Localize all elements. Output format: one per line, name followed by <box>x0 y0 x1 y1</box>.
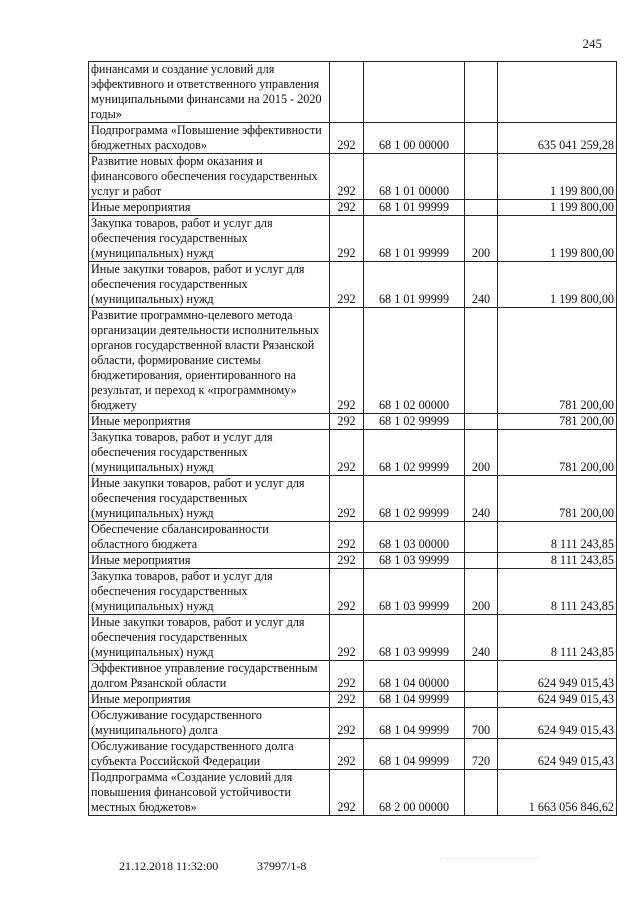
table-row <box>89 661 617 692</box>
footer-date: 21.12.2018 11:32:00 <box>119 859 219 873</box>
table-row <box>89 692 617 708</box>
table-row <box>89 553 617 569</box>
row-amount-cell: 624 949 015,43 <box>498 739 617 770</box>
row-amount-cell: 624 949 015,43 <box>498 692 617 708</box>
row-expense-type-cell <box>465 770 498 816</box>
row-admin-code-cell: 292 <box>330 123 364 154</box>
row-expense-type-cell: 720 <box>465 739 498 770</box>
row-target-code-cell: 68 1 02 99999 <box>364 414 465 430</box>
row-expense-type-cell <box>465 200 498 216</box>
table-row <box>89 62 617 123</box>
row-name-cell: Эффективное управление государственным долгом Рязанской области <box>89 661 330 692</box>
row-amount-cell: 1 199 800,00 <box>498 200 617 216</box>
row-target-code-cell <box>364 62 465 123</box>
row-name-cell: Иные закупки товаров, работ и услуг для обеспечения государственных (муниципальных) нужд <box>89 476 330 522</box>
row-name-cell: Обслуживание государственного долга субъекта Российской Федерации <box>89 739 330 770</box>
row-target-code-cell: 68 1 03 99999 <box>364 615 465 661</box>
row-name-cell: Закупка товаров, работ и услуг для обеспечения государственных (муниципальных) нужд <box>89 216 330 262</box>
row-amount-cell: 8 111 243,85 <box>498 553 617 569</box>
row-expense-type-cell <box>465 414 498 430</box>
row-amount-cell: 781 200,00 <box>498 476 617 522</box>
row-name-cell: Иные мероприятия <box>89 414 330 430</box>
row-amount-cell: 1 199 800,00 <box>498 262 617 308</box>
table-row <box>89 739 617 770</box>
row-amount-cell: 635 041 259,28 <box>498 123 617 154</box>
table-row <box>89 123 617 154</box>
table-row <box>89 615 617 661</box>
row-target-code-cell: 68 1 01 99999 <box>364 262 465 308</box>
table-row <box>89 200 617 216</box>
scan-noise-mark <box>440 858 540 869</box>
row-name-cell: Обеспечение сбалансированности областного бюджета <box>89 522 330 553</box>
row-admin-code-cell: 292 <box>330 430 364 476</box>
row-target-code-cell: 68 1 03 99999 <box>364 569 465 615</box>
row-amount-cell: 8 111 243,85 <box>498 569 617 615</box>
row-admin-code-cell: 292 <box>330 615 364 661</box>
row-name-cell: Иные мероприятия <box>89 692 330 708</box>
table-row <box>89 476 617 522</box>
row-admin-code-cell: 292 <box>330 553 364 569</box>
row-target-code-cell: 68 2 00 00000 <box>364 770 465 816</box>
row-expense-type-cell <box>465 522 498 553</box>
row-name-cell: Закупка товаров, работ и услуг для обеспечения государственных (муниципальных) нужд <box>89 430 330 476</box>
row-admin-code-cell: 292 <box>330 522 364 553</box>
table-row <box>89 770 617 816</box>
row-expense-type-cell <box>465 692 498 708</box>
row-admin-code-cell: 292 <box>330 414 364 430</box>
row-admin-code-cell: 292 <box>330 308 364 414</box>
row-expense-type-cell <box>465 661 498 692</box>
row-name-cell: Подпрограмма «Повышение эффективности бюджетных расходов» <box>89 123 330 154</box>
row-name-cell: Иные мероприятия <box>89 200 330 216</box>
row-amount-cell: 781 200,00 <box>498 430 617 476</box>
row-expense-type-cell <box>465 308 498 414</box>
row-admin-code-cell: 292 <box>330 692 364 708</box>
row-admin-code-cell: 292 <box>330 661 364 692</box>
row-admin-code-cell <box>330 62 364 123</box>
row-admin-code-cell: 292 <box>330 216 364 262</box>
row-target-code-cell: 68 1 04 99999 <box>364 739 465 770</box>
row-amount-cell: 1 663 056 846,62 <box>498 770 617 816</box>
row-target-code-cell: 68 1 03 99999 <box>364 553 465 569</box>
row-expense-type-cell: 200 <box>465 430 498 476</box>
table-row <box>89 216 617 262</box>
row-expense-type-cell <box>465 123 498 154</box>
row-expense-type-cell <box>465 62 498 123</box>
row-admin-code-cell: 292 <box>330 476 364 522</box>
row-target-code-cell: 68 1 01 99999 <box>364 216 465 262</box>
row-admin-code-cell: 292 <box>330 154 364 200</box>
row-name-cell: Подпрограмма «Создание условий для повышения финансовой устойчивости местных бюджетов» <box>89 770 330 816</box>
row-admin-code-cell: 292 <box>330 200 364 216</box>
row-amount-cell: 624 949 015,43 <box>498 661 617 692</box>
row-admin-code-cell: 292 <box>330 708 364 739</box>
row-target-code-cell: 68 1 04 00000 <box>364 661 465 692</box>
table-row <box>89 569 617 615</box>
row-name-cell: Иные мероприятия <box>89 553 330 569</box>
row-name-cell: Иные закупки товаров, работ и услуг для обеспечения государственных (муниципальных) нужд <box>89 262 330 308</box>
budget-table-body <box>89 62 617 816</box>
row-target-code-cell: 68 1 02 99999 <box>364 476 465 522</box>
row-name-cell: Закупка товаров, работ и услуг для обеспечения государственных (муниципальных) нужд <box>89 569 330 615</box>
row-expense-type-cell <box>465 553 498 569</box>
table-row <box>89 430 617 476</box>
row-amount-cell: 624 949 015,43 <box>498 708 617 739</box>
row-expense-type-cell <box>465 154 498 200</box>
row-target-code-cell: 68 1 01 00000 <box>364 154 465 200</box>
row-target-code-cell: 68 1 04 99999 <box>364 692 465 708</box>
row-expense-type-cell: 200 <box>465 569 498 615</box>
page-number: 245 <box>582 36 602 51</box>
row-amount-cell: 781 200,00 <box>498 414 617 430</box>
row-admin-code-cell: 292 <box>330 739 364 770</box>
row-expense-type-cell: 700 <box>465 708 498 739</box>
row-admin-code-cell: 292 <box>330 770 364 816</box>
table-row <box>89 414 617 430</box>
row-target-code-cell: 68 1 03 00000 <box>364 522 465 553</box>
table-row <box>89 262 617 308</box>
row-target-code-cell: 68 1 00 00000 <box>364 123 465 154</box>
footer-doc-id: 37997/1-8 <box>257 859 307 873</box>
row-target-code-cell: 68 1 01 99999 <box>364 200 465 216</box>
row-admin-code-cell: 292 <box>330 262 364 308</box>
row-expense-type-cell: 240 <box>465 476 498 522</box>
row-expense-type-cell: 240 <box>465 262 498 308</box>
table-row <box>89 708 617 739</box>
row-amount-cell: 1 199 800,00 <box>498 216 617 262</box>
budget-table <box>88 61 617 816</box>
row-target-code-cell: 68 1 04 99999 <box>364 708 465 739</box>
row-target-code-cell: 68 1 02 00000 <box>364 308 465 414</box>
row-amount-cell: 8 111 243,85 <box>498 615 617 661</box>
row-name-cell: финансами и создание условий для эффективного и ответственного управления муниципальными финансами на 2015 - 2020 годы» <box>89 62 330 123</box>
table-row <box>89 154 617 200</box>
row-amount-cell <box>498 62 617 123</box>
row-expense-type-cell: 240 <box>465 615 498 661</box>
table-row <box>89 522 617 553</box>
row-expense-type-cell: 200 <box>465 216 498 262</box>
row-admin-code-cell: 292 <box>330 569 364 615</box>
row-amount-cell: 781 200,00 <box>498 308 617 414</box>
row-amount-cell: 8 111 243,85 <box>498 522 617 553</box>
table-row <box>89 308 617 414</box>
row-name-cell: Развитие новых форм оказания и финансового обеспечения государственных услуг и работ <box>89 154 330 200</box>
row-amount-cell: 1 199 800,00 <box>498 154 617 200</box>
row-name-cell: Развитие программно-целевого метода организации деятельности исполнительных органов государственной власти Рязанской области, формирование системы бюджетирования, ориентированного на результат, и переход к «программному» бюджету <box>89 308 330 414</box>
row-target-code-cell: 68 1 02 99999 <box>364 430 465 476</box>
row-name-cell: Иные закупки товаров, работ и услуг для обеспечения государственных (муниципальных) нужд <box>89 615 330 661</box>
row-name-cell: Обслуживание государственного (муниципального) долга <box>89 708 330 739</box>
